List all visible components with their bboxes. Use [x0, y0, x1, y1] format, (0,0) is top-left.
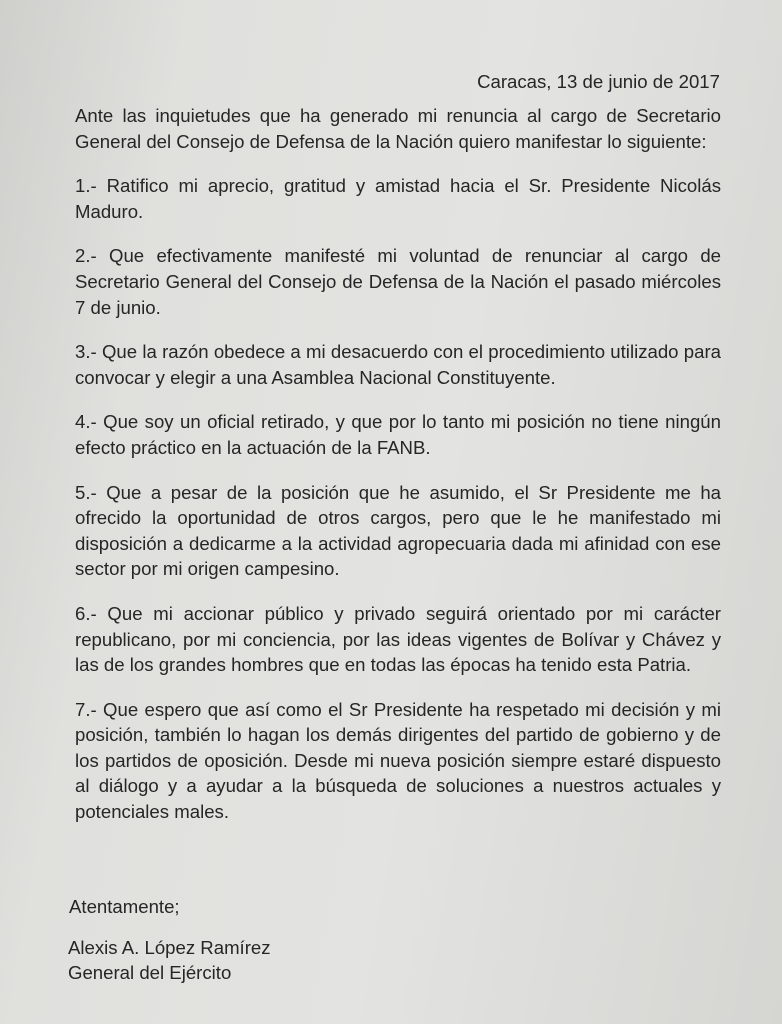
point-4: 4.- Que soy un oficial retirado, y que por lo tanto mi posición no tiene ningún efecto práctico en la actuación de la FANB.	[75, 411, 721, 458]
point-3: 3.- Que la razón obedece a mi desacuerdo con el procedimiento utilizado para convocar y elegir a una Asamblea Nacional Constituyente.	[75, 341, 721, 388]
point-2: 2.- Que efectivamente manifesté mi voluntad de renunciar al cargo de Secretario General del Consejo de Defensa de la Nación el pasado miércoles 7 de junio.	[75, 245, 721, 318]
closing-salutation: Atentamente;	[69, 896, 180, 917]
signature-block	[68, 935, 271, 985]
letter-body	[75, 103, 721, 825]
signature-name: Alexis A. López Ramírez	[68, 937, 271, 958]
date-line: Caracas, 13 de junio de 2017	[477, 71, 720, 92]
point-7: 7.- Que espero que así como el Sr Presidente ha respetado mi decisión y mi posición, también lo hagan los demás dirigentes del partido de gobierno y de los partidos de oposición. Desde mi nueva posición siempre estaré dispuesto al diálogo y a ayudar a la búsqueda de soluciones a nuestros actuales y potenciales males.	[75, 698, 721, 823]
point-6: 6.- Que mi accionar público y privado seguirá orientado por mi carácter republicano, por mi conciencia, por las ideas vigentes de Bolívar y Chávez y las de los grandes hombres que en todas las épocas ha tenido esta Patria.	[75, 602, 721, 676]
signature-title: General del Ejército	[68, 962, 232, 983]
intro-paragraph: Ante las inquietudes que ha generado mi renuncia al cargo de Secretario General del Consejo de Defensa de la Nación quiero manifestar lo siguiente:	[75, 105, 721, 152]
point-1: 1.- Ratifico mi aprecio, gratitud y amistad hacia el Sr. Presidente Nicolás Maduro.	[75, 175, 721, 222]
point-5: 5.- Que a pesar de la posición que he asumido, el Sr Presidente me ha ofrecido la oportunidad de otros cargos, pero que le he manifestado mi disposición a dedicarme a la actividad agropecuaria dada mi afinidad con ese sector por mi origen campesino.	[75, 481, 721, 580]
